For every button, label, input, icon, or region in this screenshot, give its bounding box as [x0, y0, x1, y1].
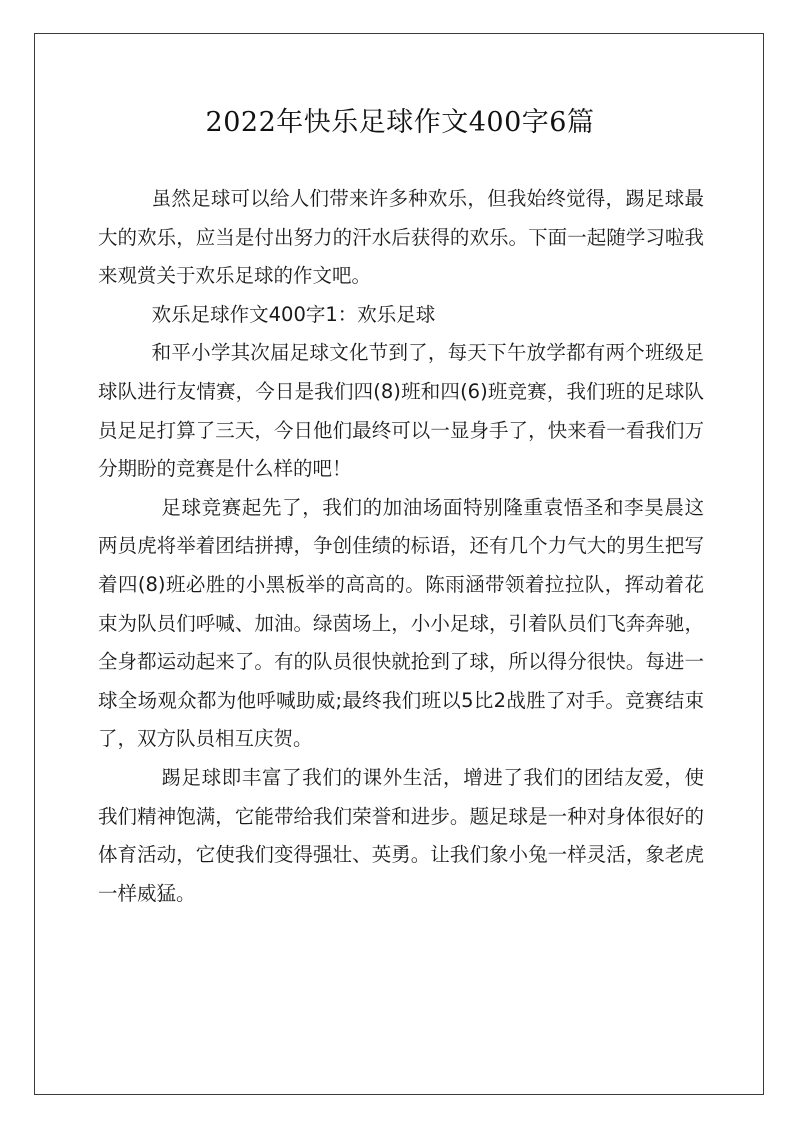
intro-paragraph: 虽然足球可以给人们带来许多种欢乐，但我始终觉得，踢足球最大的欢乐，应当是付出努力的汗水后获得的欢乐。下面一起随学习啦我来观赏关于欢乐足球的作文吧。: [98, 187, 704, 288]
document-body: [98, 180, 704, 913]
document-title: 2022年快乐足球作文400字6篇: [205, 107, 595, 138]
body-paragraph: 踢足球即丰富了我们的课外生活，增进了我们的团结友爱，使我们精神饱满，它能带给我们荣誉和进步。题足球是一种对身体很好的体育活动，它使我们变得强壮、英勇。让我们象小兔一样灵活，象老虎一样威猛。: [98, 765, 704, 905]
essay-heading: 欢乐足球作文400字1：欢乐足球: [151, 302, 436, 326]
body-paragraph: 和平小学其次届足球文化节到了，每天下午放学都有两个班级足球队进行友情赛，今日是我们四(8)班和四(6)班竞赛，我们班的足球队员足足打算了三天，今日他们最终可以一显身手了，快来看一看我们万分期盼的竞赛是什么样的吧！: [98, 341, 704, 481]
body-paragraph: 足球竞赛起先了，我们的加油场面特别隆重袁悟圣和李昊晨这两员虎将举着团结拼搏，争创佳绩的标语，还有几个力气大的男生把写着四(8)班必胜的小黑板举的高高的。陈雨涵带领着拉拉队，挥动着花束为队员们呼喊、加油。绿茵场上，小小足球，引着队员们飞奔奔驰，全身都运动起来了。有的队员很快就抢到了球，所以得分很快。每进一球全场观众都为他呼喊助威;最终我们班以5比2战胜了对手。竞赛结束了，双方队员相互庆贺。: [98, 495, 704, 751]
